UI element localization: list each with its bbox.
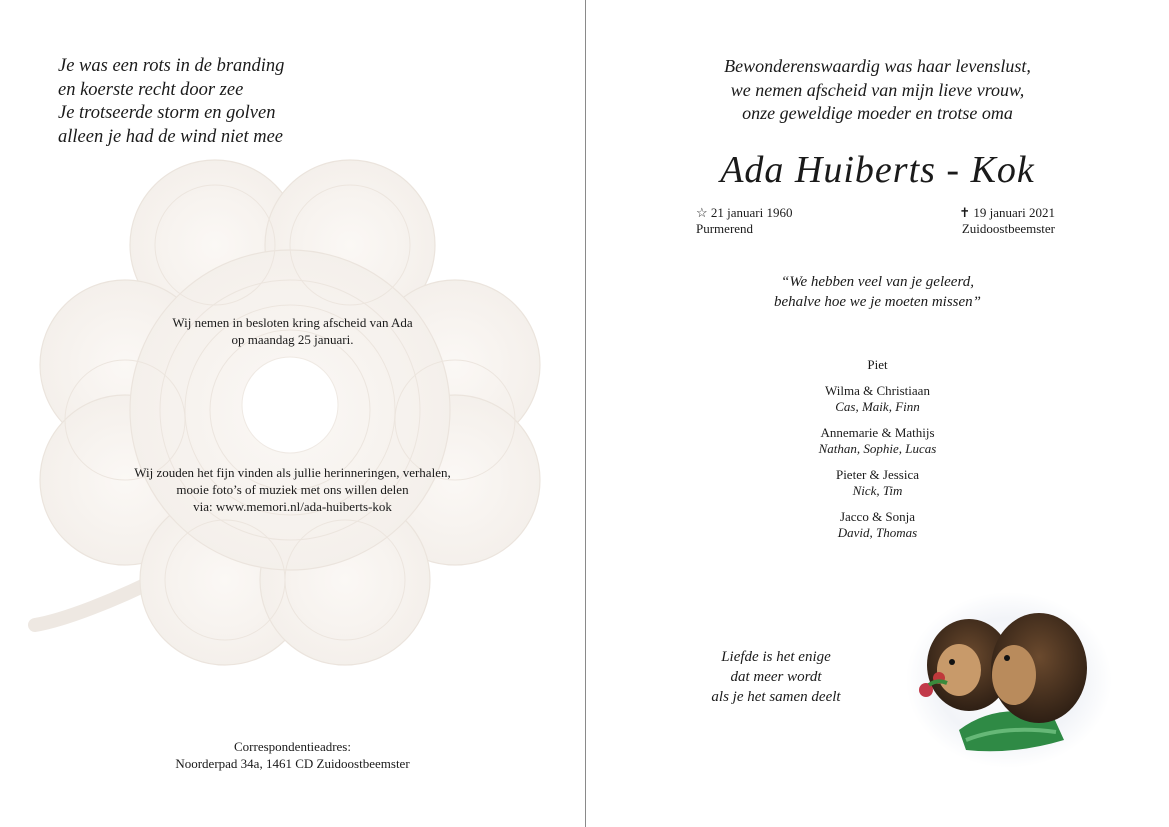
death-info (959, 205, 1055, 237)
family-names: Piet (867, 357, 888, 372)
family-member (586, 383, 1169, 416)
four-leaf-clover-illustration (25, 150, 565, 670)
memories-line: Wij zouden het fijn vinden als jullie herinneringen, verhalen, (134, 465, 451, 480)
birth-place: Purmerend (696, 221, 754, 236)
family-children: Nick, Tim (852, 483, 903, 498)
intro-line: we nemen afscheid van mijn lieve vrouw, (730, 79, 1025, 100)
deceased-name: Ada Huiberts - Kok (720, 149, 1035, 191)
closing-line: als je het samen deelt (711, 689, 841, 705)
ceremony-line: Wij nemen in besloten kring afscheid van Ada (172, 315, 413, 330)
cross-icon: ✝ (959, 205, 971, 220)
family-names: Jacco & Sonja (839, 508, 916, 524)
poem-line: en koerste recht door zee (58, 79, 244, 100)
intro-text (586, 55, 1169, 126)
memories-link[interactable]: via: www.memori.nl/ada-huiberts-kok (193, 499, 392, 514)
closing-line: dat meer wordt (730, 669, 822, 685)
family-names: Wilma & Christiaan (825, 382, 930, 398)
poem-line: alleen je had de wind niet mee (58, 126, 284, 147)
quote-line: “We hebben veel van je geleerd, (781, 274, 974, 290)
family-children: Nathan, Sophie, Lucas (818, 441, 937, 456)
death-place: Zuidoostbeemster (961, 221, 1055, 236)
left-poem (58, 55, 284, 149)
ceremony-notice (0, 314, 585, 348)
intro-line: Bewonderenswaardig was haar levenslust, (724, 56, 1031, 76)
right-page (586, 0, 1169, 827)
family-names: Pieter & Jessica (835, 466, 920, 482)
ceremony-line: op maandag 25 januari. (231, 332, 354, 347)
birth-info (696, 205, 793, 237)
family-member (586, 357, 1169, 374)
star-icon: ☆ (696, 205, 708, 220)
closing-poem (661, 647, 891, 707)
family-children: Cas, Maik, Finn (835, 399, 920, 414)
poem-line: Je trotseerde storm en golven (58, 103, 276, 123)
family-list (586, 357, 1169, 551)
family-member (586, 425, 1169, 458)
birth-date: 21 januari 1960 (710, 205, 793, 220)
correspondence-label: Correspondentieadres: (234, 739, 351, 754)
death-date: 19 januari 2021 (973, 205, 1055, 220)
memories-line: mooie foto’s of muziek met ons willen delen (176, 482, 409, 497)
intro-line: onze geweldige moeder en trotse oma (742, 103, 1013, 123)
correspondence-address (0, 738, 585, 772)
poem-line: Je was een rots in de branding (58, 56, 285, 76)
correspondence-address-line: Noorderpad 34a, 1461 CD Zuidoostbeemster (175, 756, 410, 771)
family-member (586, 467, 1169, 500)
quote-line: behalve hoe we je moeten missen” (773, 294, 982, 310)
hedgehogs-photo (904, 590, 1114, 770)
closing-line: Liefde is het enige (721, 649, 831, 665)
memories-notice (0, 464, 585, 515)
family-names: Annemarie & Mathijs (820, 424, 935, 440)
family-member (586, 509, 1169, 542)
family-children: David, Thomas (837, 525, 918, 540)
memorial-quote (586, 272, 1169, 312)
